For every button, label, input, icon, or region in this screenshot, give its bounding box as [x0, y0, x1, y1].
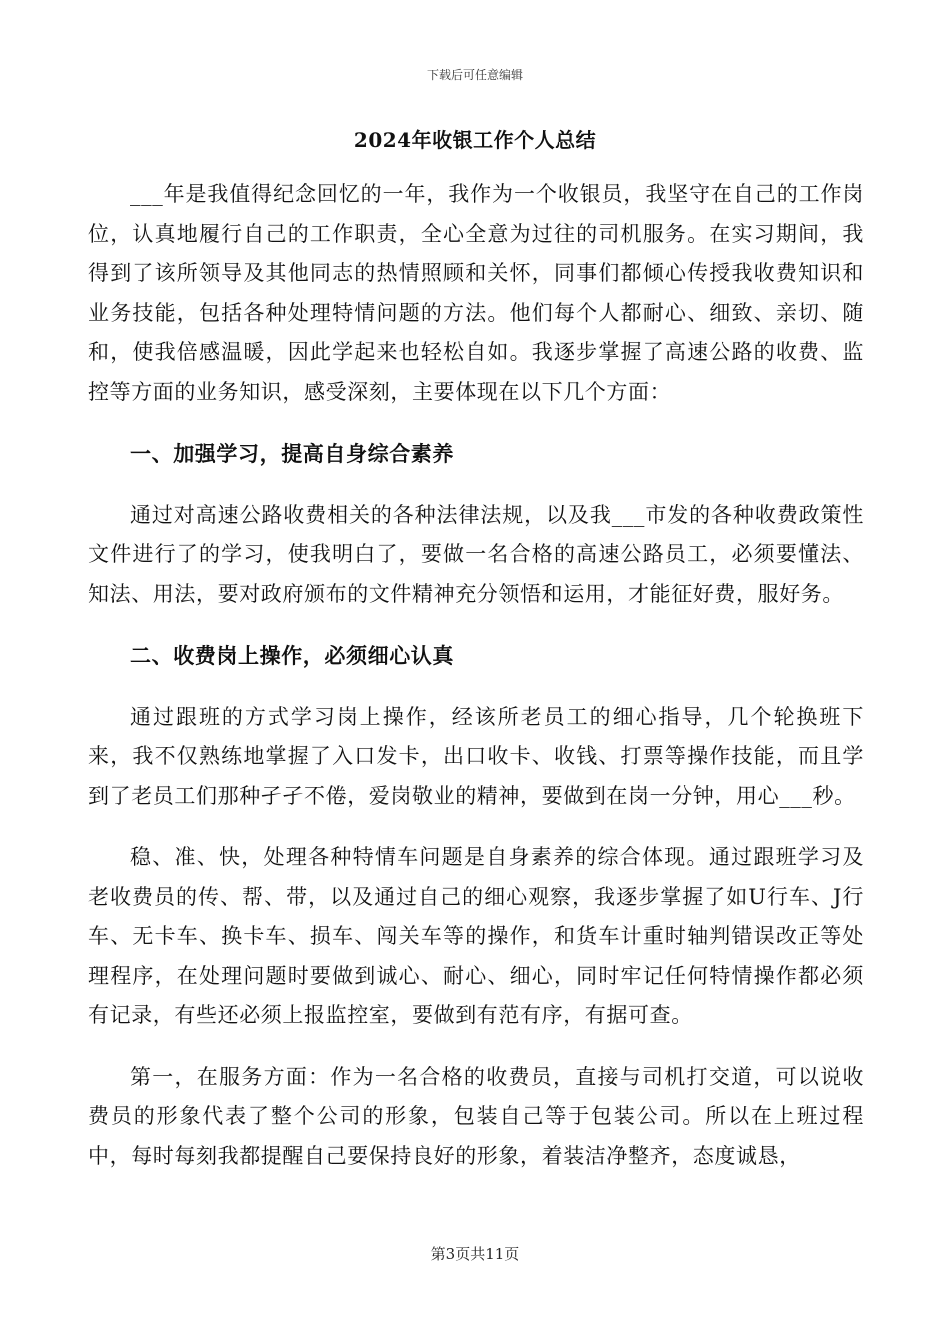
page-number: 第3页共11页 — [430, 1245, 520, 1263]
document-title: 2024年收银工作个人总结 — [353, 128, 597, 152]
section-2-paragraph-2: 稳、准、快，处理各种特情车问题是自身素养的综合体现。通过跟班学习及老收费员的传、帮、带，以及通过自己的细心观察，我逐步掌握了如U行车、J行车、无卡车、换卡车、损车、闯关车等的操作，和货车计重时轴判错误改正等处理程序，在处理问题时要做到诚心、耐心、细心，同时牢记任何特情操作都必须有记录，有些还必须上报监控室，要做到有范有序，有据可查。 — [88, 845, 864, 1027]
service-paragraph: 第一，在服务方面：作为一名合格的收费员，直接与司机打交道，可以说收费员的形象代表了整个公司的形象，包装自己等于包装公司。所以在上班过程中，每时每刻我都提醒自己要保持良好的形象，着装洁净整齐，态度诚恳， — [88, 1064, 864, 1168]
section-heading-2: 二、收费岗上操作，必须细心认真 — [130, 643, 454, 668]
section-2-paragraph-1: 通过跟班的方式学习岗上操作，经该所老员工的细心指导，几个轮换班下来，我不仅熟练地掌握了入口发卡，出口收卡、收钱、打票等操作技能，而且学到了老员工们那种孑孑不倦，爱岗敬业的精神，要做到在岗一分钟，用心___秒。 — [88, 704, 864, 808]
document-body — [88, 175, 864, 1176]
intro-paragraph: ___年是我值得纪念回忆的一年，我作为一个收银员，我坚守在自己的工作岗位，认真地履行自己的工作职责，全心全意为过往的司机服务。在实习期间，我得到了该所领导及其他同志的热情照顾和关怀，同事们都倾心传授我收费知识和业务技能，包括各种处理特情问题的方法。他们每个人都耐心、细致、亲切、随和，使我倍感温暖，因此学起来也轻松自如。我逐步掌握了高速公路的收费、监控等方面的业务知识，感受深刻，主要体现在以下几个方面： — [88, 182, 864, 404]
download-note: 下载后可任意编辑 — [426, 68, 523, 82]
section-1-paragraph: 通过对高速公路收费相关的各种法律法规，以及我___市发的各种收费政策性文件进行了的学习，使我明白了，要做一名合格的高速公路员工，必须要懂法、知法、用法，要对政府颁布的文件精神充分领悟和运用，才能征好费，服好务。 — [88, 502, 864, 606]
section-heading-1: 一、加强学习，提高自身综合素养 — [130, 441, 454, 466]
